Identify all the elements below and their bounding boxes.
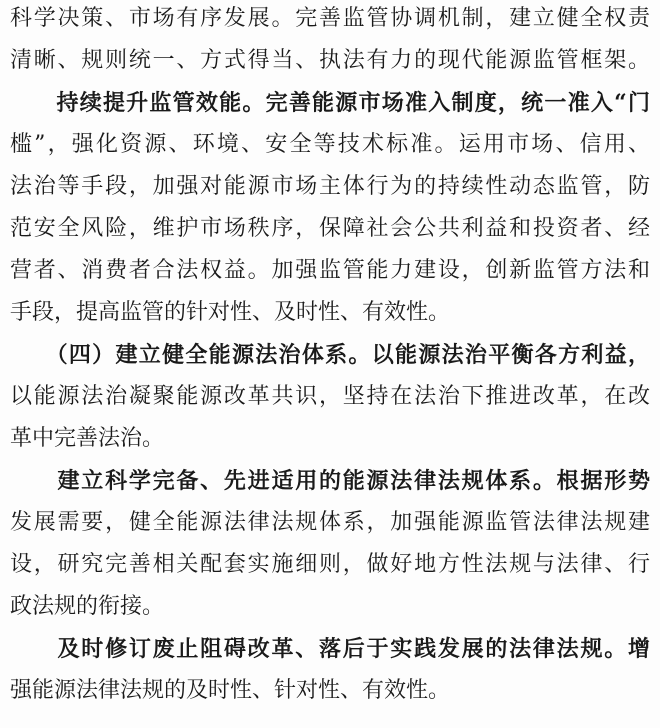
text-line: 设，研究完善相关配套实施细则，做好地方性法规与法律、行 xyxy=(10,552,650,577)
text-line: 以能源法治凝聚能源改革共识，坚持在法治下推进改革，在改 xyxy=(10,384,650,409)
section-heading-line: （四）建立健全能源法治体系。以能源法治平衡各方利益， xyxy=(10,342,650,368)
text-line: 法治等手段，加强对能源市场主体行为的持续性动态监管，防 xyxy=(10,174,650,199)
section-heading-line: 建立科学完备、先进适用的能源法律法规体系。根据形势 xyxy=(10,468,650,494)
section-heading-line: 及时修订废止阻碍改革、落后于实践发展的法律法规。增 xyxy=(10,636,650,662)
text-line: 手段，提高监管的针对性、及时性、有效性。 xyxy=(10,300,451,325)
text-line: 科学决策、市场有序发展。完善监管协调机制，建立健全权责 xyxy=(10,6,650,31)
text-line: 发展需要，健全能源法律法规体系，加强能源监管法律法规建 xyxy=(10,510,650,535)
text-line: 革中完善法治。 xyxy=(10,426,165,451)
text-line: 政法规的衔接。 xyxy=(10,594,165,619)
text-line: 营者、消费者合法权益。加强监管能力建设，创新监管方法和 xyxy=(10,258,650,283)
text-line: 清晰、规则统一、方式得当、执法有力的现代能源监管框架。 xyxy=(10,48,650,73)
text-line: 强能源法律法规的及时性、针对性、有效性。 xyxy=(10,678,451,703)
section-heading-line: 持续提升监管效能。完善能源市场准入制度，统一准入“门 xyxy=(10,90,650,116)
text-line: 槛”，强化资源、环境、安全等技术标准。运用市场、信用、 xyxy=(10,132,650,157)
text-line: 范安全风险，维护市场秩序，保障社会公共利益和投资者、经 xyxy=(10,216,650,241)
